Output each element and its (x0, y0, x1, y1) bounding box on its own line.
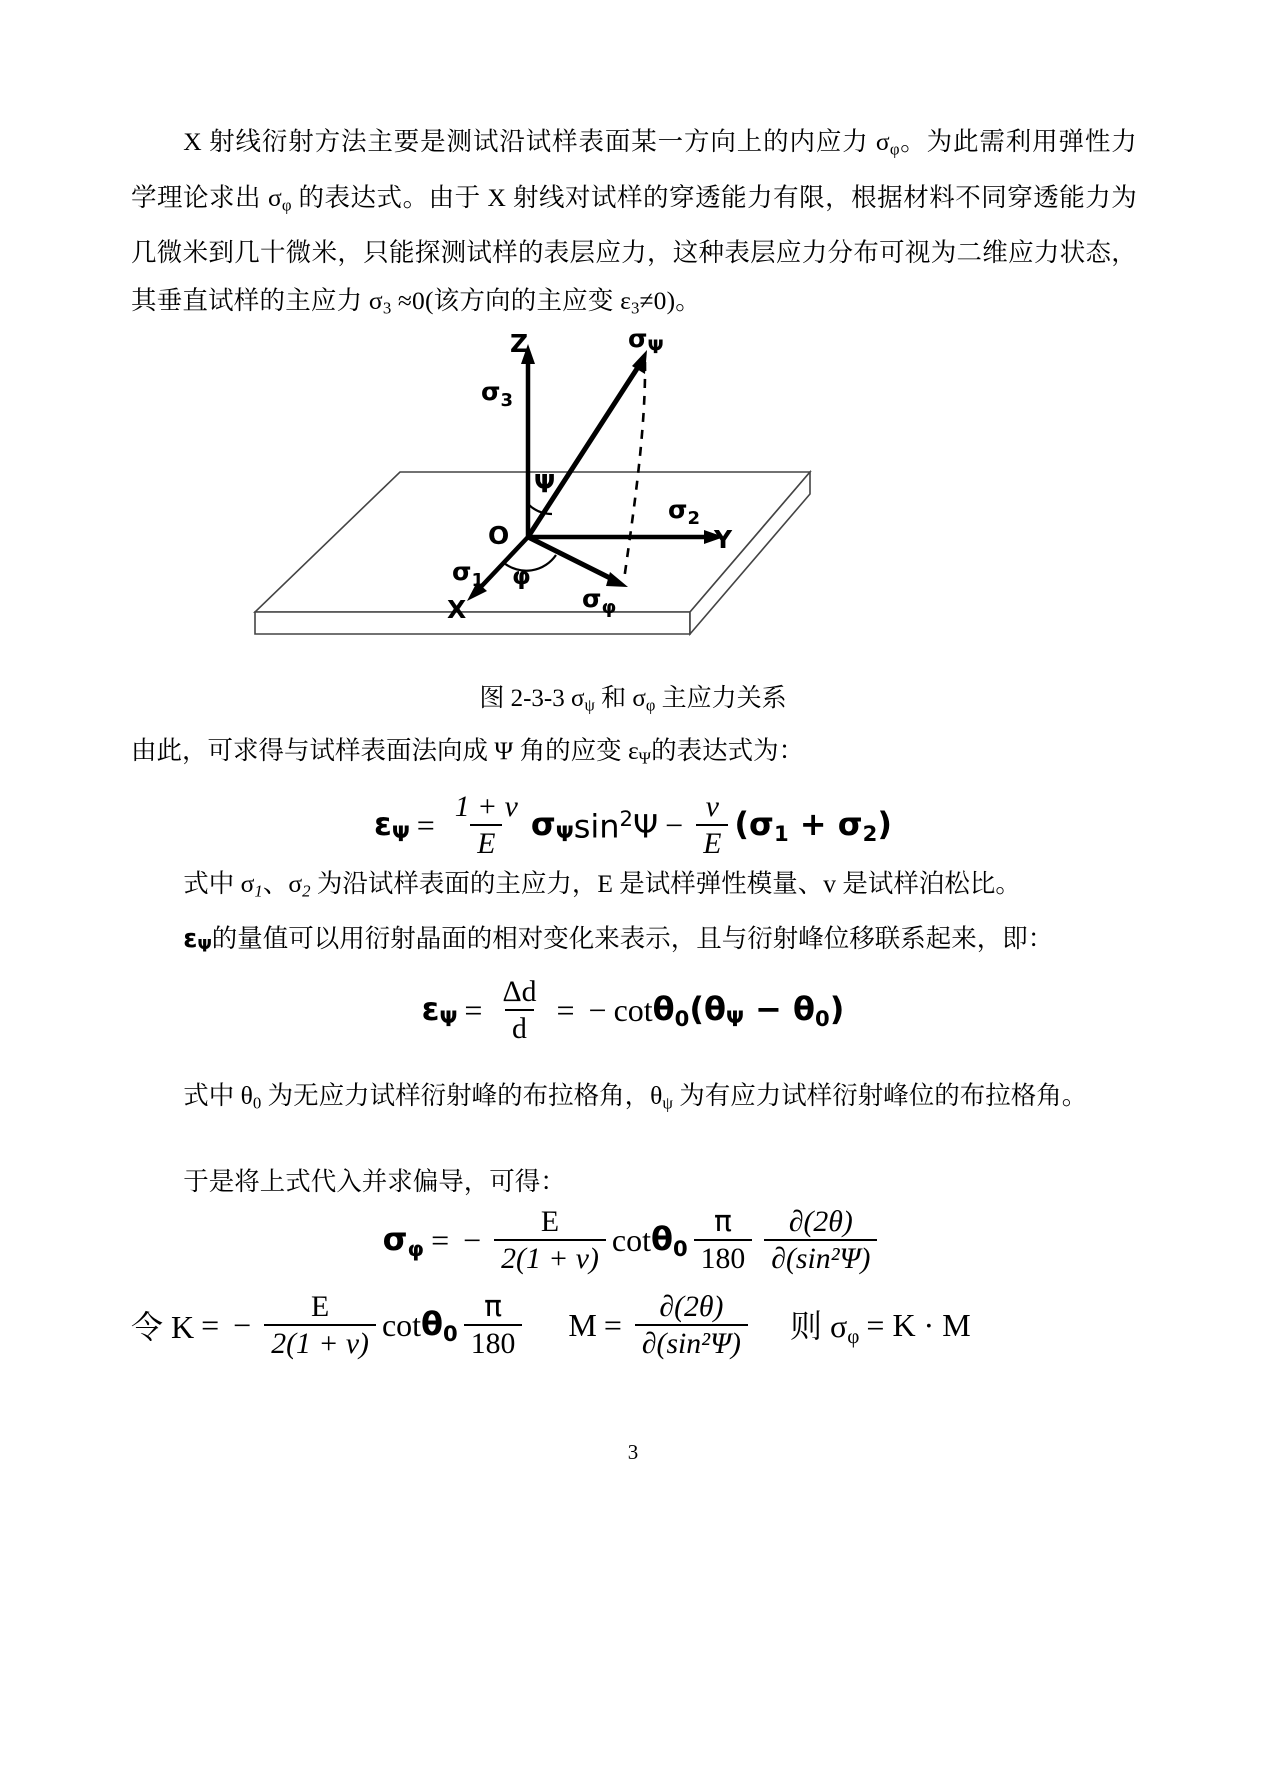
note3-text-1: 式中 θ (183, 1081, 253, 1110)
eq4-cot: cot (381, 1306, 422, 1343)
eq4-m-equals: = (603, 1306, 622, 1343)
eq1-sin-term: $\sin^2\Psi$ (573, 805, 659, 846)
caption-suffix: 主应力关系 (655, 685, 787, 712)
eq3-frac3-denominator: ∂(sin²Ψ) (764, 1239, 877, 1275)
eq4-ze-label: 则 $\sigma_\varphi$ (789, 1308, 860, 1349)
eq4-frac2-numerator: π (484, 1289, 502, 1324)
note3-sub-psi: ψ (662, 1093, 673, 1113)
eq4-result: = K · M (866, 1306, 971, 1343)
eq1-minus: − (665, 806, 684, 843)
after-figure-text (131, 727, 1137, 783)
eq1-frac1-denominator: E (470, 824, 502, 860)
caption-mid: 和 σ (594, 685, 646, 712)
eq3-frac1-denominator: 2(1 + v) (494, 1239, 606, 1275)
eq4-equals: = (201, 1306, 220, 1343)
intro-text-2: 。为此需利用弹性力学理论求出 σ (131, 127, 1137, 212)
eq2-lhs: $\varepsilon_\Psi$ (421, 989, 458, 1031)
eq2-cot: cot (613, 991, 653, 1028)
note3-text-3: 为有应力试样衍射峰位的布拉格角。 (672, 1081, 1088, 1110)
note3-text-2: 为无应力试样衍射峰的布拉格角，θ (261, 1081, 663, 1110)
note-2-text (131, 915, 1137, 970)
eq3-equals: = (431, 1221, 450, 1258)
intro-sub-phi-2: φ (281, 195, 292, 215)
eq4-fraction-2 (464, 1290, 523, 1361)
stress-axes-diagram (0, 322, 1266, 667)
equation-2-expression (422, 975, 845, 1046)
note1-sub-2: 2 (302, 881, 311, 901)
note-3-text (131, 1072, 1137, 1128)
equation-4 (0, 1290, 1266, 1361)
eq4-frac3-denominator: ∂(sin²Ψ) (635, 1324, 748, 1360)
eq3-lhs: $\sigma_\varphi$ (382, 1219, 425, 1261)
plate-front-face (255, 612, 690, 634)
note-4-text: 于是将上式代入并求偏导，可得： (183, 1167, 566, 1196)
label-angle-phi: φ (512, 562, 531, 590)
eq2-fraction (495, 975, 543, 1046)
caption-prefix: 图 2-3-3 σ (479, 685, 585, 712)
eq4-fraction-3 (635, 1290, 748, 1361)
eq4-minus: − (233, 1306, 252, 1343)
eq3-minus: − (463, 1221, 482, 1258)
intro-text-1: X 射线衍射方法主要是测试沿试样表面某一方向上的内应力 σ (183, 127, 890, 156)
eq1-frac2-numerator: v (705, 790, 719, 823)
note1-sub-1: 1 (254, 881, 263, 901)
eq4-frac2-denominator: 180 (464, 1324, 523, 1360)
eq4-fraction-1 (264, 1290, 376, 1361)
eq4-frac3-numerator: ∂(2θ) (659, 1290, 724, 1323)
eq1-lhs: $\varepsilon_\Psi$ (374, 804, 410, 846)
eq1-tail: $(\sigma_1 + \sigma_2)$ (734, 804, 892, 846)
label-sigma-1: $\sigma_1$ (452, 557, 485, 591)
after-figure-text-1: 由此，可求得与试样表面法向成 Ψ 角的应变 ε (131, 736, 639, 765)
eq3-fraction-1 (494, 1205, 606, 1276)
note1-text-3: 为沿试样表面的主应力，E 是试样弹性模量、v 是试样泊松比。 (310, 869, 1021, 898)
label-x-axis: X (447, 595, 467, 624)
eq4-frac1-numerator: E (310, 1290, 330, 1323)
eq2-equals-2: = (556, 991, 575, 1028)
eq1-fraction-1 (448, 790, 525, 861)
label-origin: O (488, 521, 510, 550)
eq3-theta0: $\theta_0$ (650, 1219, 688, 1261)
note-1-text (131, 860, 1137, 916)
intro-text-3: 的表达式。由于 X 射线对试样的穿透能力有限，根据材料不同穿透能力为几微米到几十微米，只能探测试样的表层应力，这种表层应力分布可视为二维应力状态，其垂直试样的主应力 σ (131, 182, 1137, 316)
eq1-fraction-2 (696, 790, 728, 861)
equation-2 (0, 975, 1266, 1046)
equation-1 (0, 790, 1266, 861)
after-figure-sub-psi: Ψ (638, 748, 652, 768)
note2-epsilon: $\varepsilon_\Psi$ (183, 924, 212, 956)
eq1-sigma-psi: $\sigma_\Psi$ (530, 804, 574, 846)
eq3-fraction-2 (694, 1205, 753, 1276)
eq3-frac2-denominator: 180 (694, 1239, 753, 1275)
label-angle-psi: Ψ (534, 469, 556, 498)
caption-sub-phi: φ (645, 695, 656, 715)
label-sigma-2: $\sigma_2$ (668, 495, 701, 529)
intro-paragraph-block (131, 118, 1137, 333)
equation-3 (0, 1205, 1266, 1276)
note2-text-2: 的量值可以用衍射晶面的相对变化来表示，且与衍射峰位移联系起来，即： (211, 924, 1054, 953)
eq1-frac1-numerator: 1 + v (454, 790, 518, 823)
eq3-frac1-numerator: E (540, 1205, 560, 1238)
eq2-frac-denominator: d (505, 1009, 534, 1045)
eq3-cot: cot (611, 1221, 651, 1258)
note1-text-1: 式中 σ (183, 869, 255, 898)
page-number: 3 (627, 1440, 639, 1464)
eq3-fraction-3 (764, 1205, 877, 1276)
eq1-frac2-denominator: E (696, 824, 728, 860)
figure-2-3-3 (0, 322, 1266, 667)
eq2-theta0: $\theta_0$ (652, 989, 690, 1031)
intro-text-5: ≠0)。 (639, 286, 702, 316)
eq4-frac1-denominator: 2(1 + v) (264, 1324, 376, 1360)
eq2-paren-group: $(\theta_\Psi - \theta_0)$ (689, 989, 845, 1031)
note3-sub-0: 0 (252, 1093, 262, 1113)
intro-sub-eps3: 3 (631, 299, 640, 319)
eq2-minus: − (588, 991, 607, 1028)
note1-text-2: 、σ (262, 869, 303, 898)
equation-1-expression (374, 790, 892, 861)
intro-sub-phi: φ (889, 139, 900, 159)
equation-3-expression (383, 1205, 884, 1276)
eq2-frac-numerator: Δd (502, 975, 537, 1008)
eq4-theta0: $\theta_0$ (421, 1304, 458, 1346)
equation-4-expression (131, 1290, 978, 1361)
eq3-frac2-numerator: π (714, 1204, 732, 1239)
figure-caption (0, 678, 1266, 716)
eq4-m-label: M (568, 1306, 597, 1343)
eq3-frac3-numerator: ∂(2θ) (788, 1205, 853, 1238)
label-sigma-3: $\sigma_3$ (481, 377, 514, 411)
label-y-axis: Y (714, 525, 733, 554)
eq2-equals: = (464, 991, 483, 1028)
caption-sub-psi: ψ (584, 695, 595, 715)
label-sigma-psi: $\sigma_\Psi$ (628, 324, 664, 358)
label-z-axis: Z (510, 329, 529, 358)
eq4-ling-label: 令 K (131, 1309, 195, 1346)
intro-text-4: ≈0(该方向的主应变 ε (391, 286, 632, 316)
intro-sub-3: 3 (382, 299, 392, 319)
label-sigma-phi: $\sigma_\varphi$ (582, 584, 617, 618)
intro-paragraph (131, 118, 1137, 333)
after-figure-text-2: 的表达式为： (651, 736, 805, 765)
eq1-equals: = (416, 806, 435, 843)
